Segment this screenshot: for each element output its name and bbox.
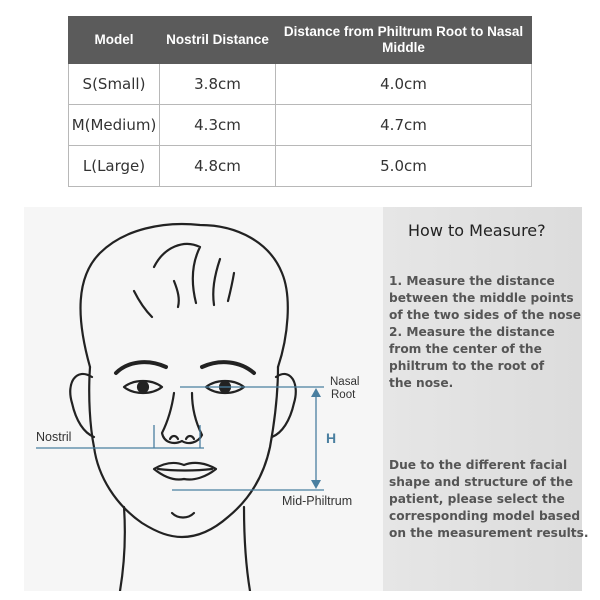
header-nostril-distance: Nostril Distance [160, 17, 276, 64]
instructions [383, 207, 589, 591]
height-arrow-bottom [311, 480, 321, 489]
hair-strands [134, 244, 234, 317]
selection-note: Due to the different facial shape and structure of the patient, please select the corresponding model based on the measurement results. [389, 458, 589, 540]
row-philtrum-distance: 4.7cm [276, 105, 532, 146]
header-model: Model [69, 17, 160, 64]
table-row [69, 64, 532, 105]
table-row [69, 146, 532, 187]
hair-outline [81, 224, 288, 367]
table-row [69, 105, 532, 146]
step-1-text: 1. Measure the distance between the middle points of the two sides of the nose [389, 274, 582, 322]
row-nostril-distance: 3.8cm [160, 64, 276, 105]
face-outline [89, 367, 278, 537]
nasal-root-label-1: Nasal [330, 376, 360, 388]
row-philtrum-distance: 5.0cm [276, 146, 532, 187]
row-model: S(Small) [69, 64, 160, 105]
mid-philtrum-label: Mid-Philtrum [282, 494, 353, 508]
row-model: L(Large) [69, 146, 160, 187]
row-model: M(Medium) [69, 105, 160, 146]
nasal-root-label-2: Root [331, 389, 356, 401]
height-label: H [326, 430, 337, 446]
size-table [68, 16, 532, 187]
face-diagram [24, 207, 384, 591]
row-philtrum-distance: 4.0cm [276, 64, 532, 105]
right-eyebrow [202, 362, 254, 373]
header-philtrum-distance: Distance from Philtrum Root to Nasal Middle [276, 17, 532, 64]
table-header-row [69, 17, 532, 64]
neck [120, 507, 250, 591]
nose [162, 393, 202, 443]
row-nostril-distance: 4.3cm [160, 105, 276, 146]
instructions-title: How to Measure? [408, 221, 546, 240]
height-arrow-top [311, 388, 321, 397]
step-2-text: 2. Measure the distance from the center of the philtrum to the root of the nose. [389, 325, 555, 390]
row-nostril-distance: 4.8cm [160, 146, 276, 187]
left-eyebrow [116, 362, 166, 373]
nostril-label: Nostril [36, 430, 72, 444]
